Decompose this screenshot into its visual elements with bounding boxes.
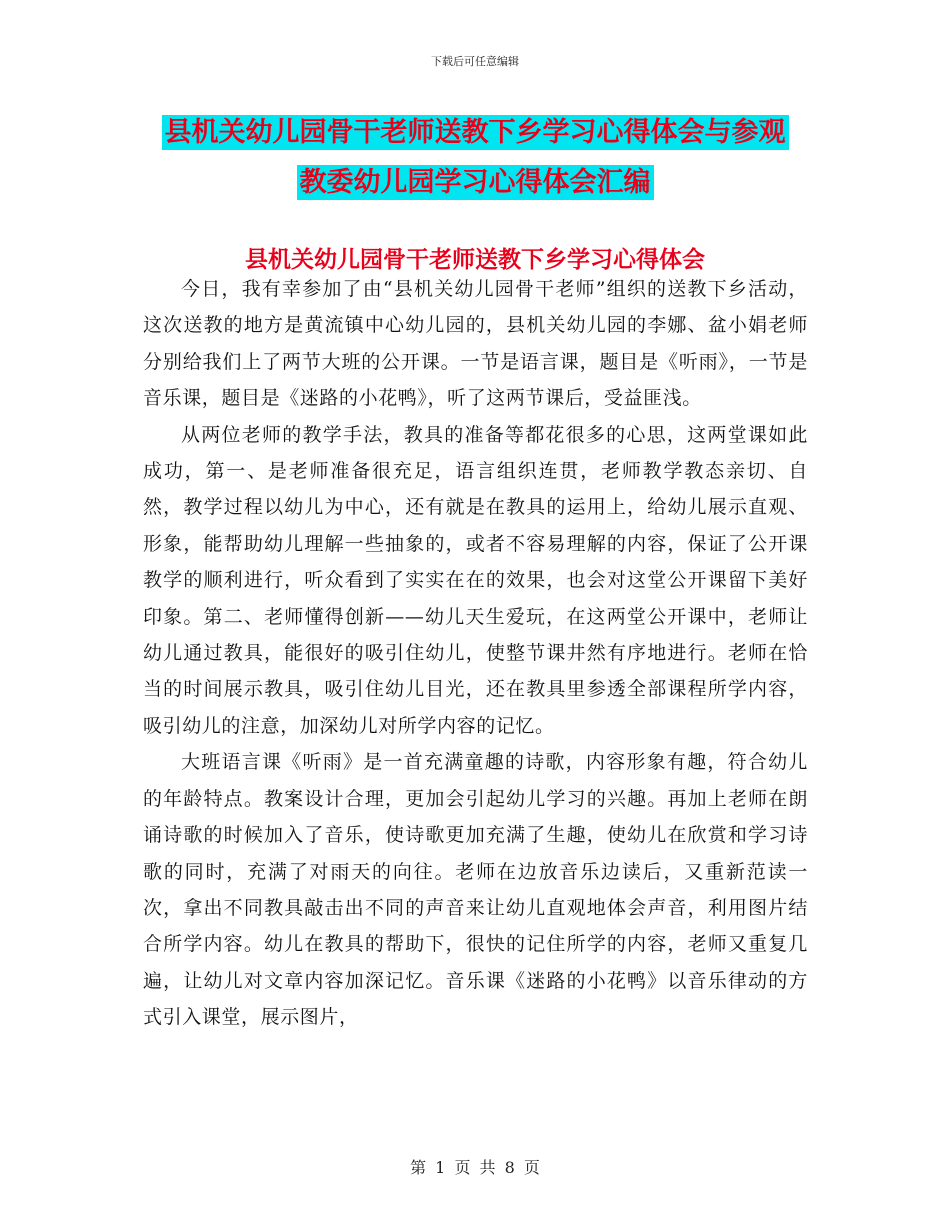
page-footer: 第 1 页 共 8 页 — [410, 1158, 540, 1177]
section-title: 县机关幼儿园骨干老师送教下乡学习心得体会 — [245, 247, 705, 273]
paragraph: 从两位老师的教学手法，教具的准备等都花很多的心思，这两堂课如此成功，第一、是老师准备很充足，语言组织连贯，老师教学教态亲切、自然，教学过程以幼儿为中心，还有就是在教具的运用上，给幼儿展示直观、形象，能帮助幼儿理解一些抽象的，或者不容易理解的内容，保证了公开课教学的顺利进行，听众看到了实实在在的效果，也会对这堂公开课留下美好印象。第二、老师懂得创新——幼儿天生爱玩，在这两堂公开课中，老师让幼儿通过教具，能很好的吸引住幼儿，使整节课井然有序地进行。老师在恰当的时间展示教具，吸引住幼儿目光，还在教具里参透全部课程所学内容，吸引幼儿的注意，加深幼儿对所学内容的记忆。 — [143, 423, 808, 737]
document-main-title — [100, 108, 850, 208]
article-body — [143, 271, 808, 1036]
main-title-line-2: 教委幼儿园学习心得体会汇编 — [297, 165, 654, 200]
page-header-note: 下载后可任意编辑 — [431, 55, 519, 68]
paragraph: 大班语言课《听雨》是一首充满童趣的诗歌，内容形象有趣，符合幼儿的年龄特点。教案设计合理，更加会引起幼儿学习的兴趣。再加上老师在朗诵诗歌的时候加入了音乐，使诗歌更加充满了生趣，使幼儿在欣赏和学习诗歌的同时，充满了对雨天的向往。老师在边放音乐边读后，又重新范读一次，拿出不同教具敲击出不同的声音来让幼儿直观地体会声音，利用图片结合所学内容。幼儿在教具的帮助下，很快的记住所学的内容，老师又重复几遍，让幼儿对文章内容加深记忆。音乐课《迷路的小花鸭》以音乐律动的方式引入课堂，展示图片， — [143, 751, 808, 1029]
main-title-line-1: 县机关幼儿园骨干老师送教下乡学习心得体会与参观 — [162, 115, 789, 150]
paragraph: 今日，我有幸参加了由“县机关幼儿园骨干老师”组织的送教下乡活动，这次送教的地方是黄流镇中心幼儿园的，县机关幼儿园的李娜、盆小娟老师分别给我们上了两节大班的公开课。一节是语言课，题目是《听雨》，一节是音乐课，题目是《迷路的小花鸭》，听了这两节课后，受益匪浅。 — [143, 278, 808, 410]
